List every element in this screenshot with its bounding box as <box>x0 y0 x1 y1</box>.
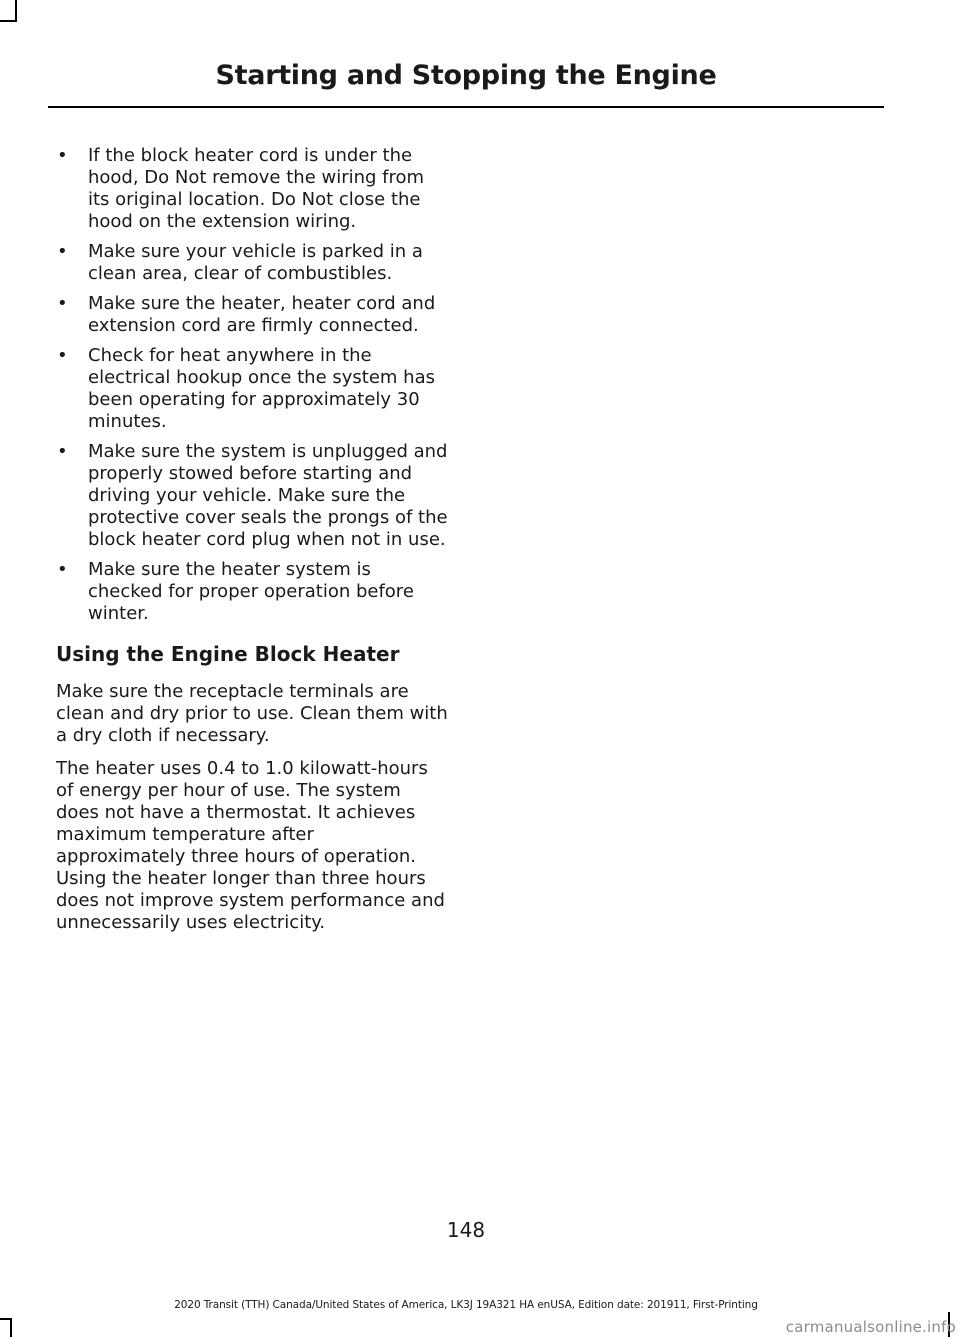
bullet-icon: • <box>57 441 68 462</box>
list-item-text: If the block heater cord is under the hood, Do Not remove the wiring from its original location. Do Not close the hood on the extension wiring. <box>88 145 425 232</box>
bullet-icon: • <box>57 559 68 580</box>
watermark: carmanualsonline.info <box>785 1318 956 1336</box>
list-item <box>56 293 448 337</box>
bullet-icon: • <box>57 241 68 262</box>
bullet-icon: • <box>57 145 68 166</box>
edition-footer: 2020 Transit (TTH) Canada/United States of America, LK3J 19A321 HA enUSA, Edition date: 201911, First-Printing <box>174 1299 758 1311</box>
crop-mark <box>15 0 17 22</box>
list-item-text: Make sure the heater, heater cord and extension cord are firmly connected. <box>88 293 436 336</box>
list-item <box>56 241 448 285</box>
page-title: Starting and Stopping the Engine <box>215 60 717 91</box>
crop-mark <box>0 20 17 22</box>
list-item <box>56 559 448 625</box>
crop-mark <box>0 1318 12 1320</box>
bullet-icon: • <box>57 293 68 314</box>
list-item-text: Make sure the heater system is checked for proper operation before winter. <box>88 559 414 624</box>
page-number: 148 <box>446 1218 486 1242</box>
list-item <box>56 345 448 433</box>
bullet-icon: • <box>57 345 68 366</box>
crop-mark <box>10 1318 12 1337</box>
section-heading: Using the Engine Block Heater <box>56 642 400 666</box>
list-item-text: Check for heat anywhere in the electrical hookup once the system has been operating for approximately 30 minutes. <box>88 345 436 432</box>
list-item <box>56 145 448 233</box>
paragraph: The heater uses 0.4 to 1.0 kilowatt-hours of energy per hour of use. The system does not have a thermostat. It achieves maximum temperature after approximately three hours of operation. Using the heater longer than three hours does not improve system performance and unnecessarily uses electricity. <box>56 758 445 933</box>
list-item-text: Make sure your vehicle is parked in a clean area, clear of combustibles. <box>88 241 423 284</box>
bullet-list <box>56 145 448 625</box>
paragraph: Make sure the receptacle terminals are clean and dry prior to use. Clean them with a dry cloth if necessary. <box>56 681 448 746</box>
main-content <box>56 145 448 945</box>
list-item <box>56 441 448 551</box>
header-divider <box>48 106 884 108</box>
list-item-text: Make sure the system is unplugged and properly stowed before starting and driving your vehicle. Make sure the protective cover seals the prongs of the block heater cord plug when not in use. <box>88 441 448 550</box>
